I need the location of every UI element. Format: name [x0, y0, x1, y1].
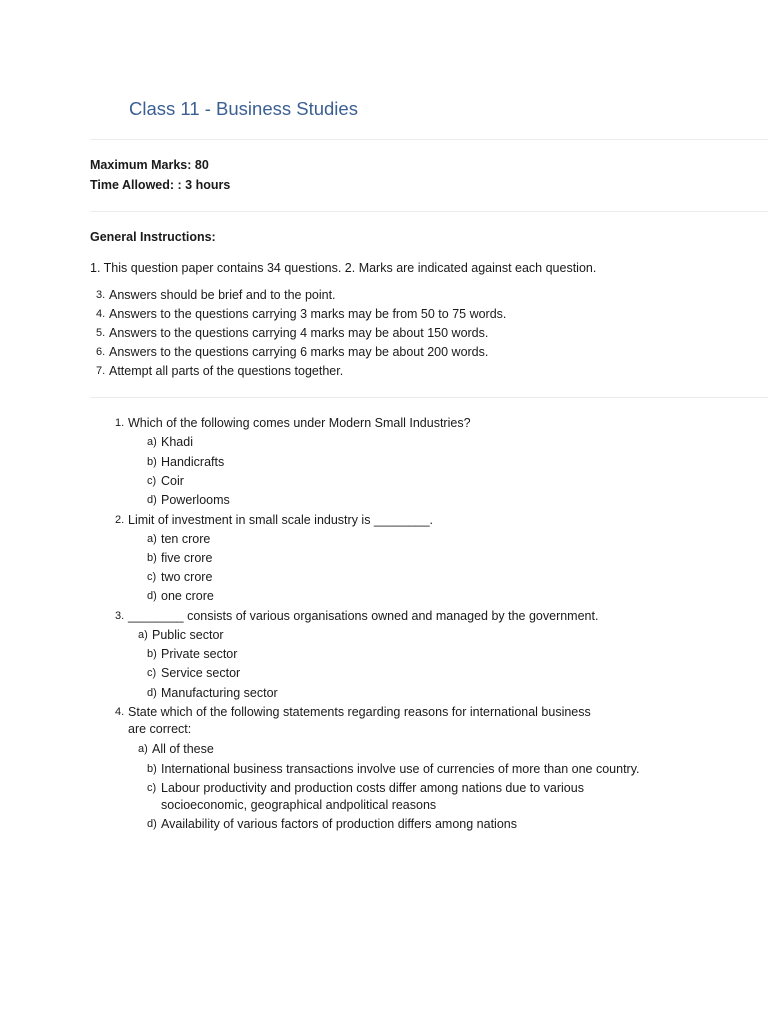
- option-text-continued: socioeconomic, geographical andpolitical reasons: [161, 798, 437, 812]
- instruction-text: Answers to the questions carrying 6 marks may be about 200 words.: [109, 345, 489, 359]
- instruction-text: Answers to the questions carrying 3 marks may be from 50 to 75 words.: [109, 307, 507, 321]
- time-allowed: Time Allowed: : 3 hours: [90, 178, 231, 192]
- option-label: a): [138, 743, 148, 755]
- option-text: two crore: [161, 570, 213, 584]
- question-text: State which of the following statements regarding reasons for international business: [128, 705, 591, 719]
- option-text: Private sector: [161, 647, 238, 661]
- option-label: d): [147, 590, 157, 602]
- page-title: Class 11 - Business Studies: [129, 98, 358, 119]
- question-text: Which of the following comes under Modern Small Industries?: [128, 416, 471, 430]
- option-text: Coir: [161, 474, 184, 488]
- divider: [90, 139, 768, 140]
- question-number: 3.: [115, 610, 125, 622]
- option-label: a): [138, 629, 148, 641]
- instruction-text: Answers should be brief and to the point.: [109, 288, 336, 302]
- option-label: d): [147, 818, 157, 830]
- question-text: Limit of investment in small scale industry is ________.: [128, 513, 434, 527]
- instruction-text: Attempt all parts of the questions together.: [109, 364, 344, 378]
- option-label: c): [147, 475, 157, 487]
- option-label: c): [147, 571, 157, 583]
- instruction-number: 3.: [96, 289, 106, 301]
- option-label: a): [147, 436, 157, 448]
- option-text: Powerlooms: [161, 493, 230, 507]
- instructions-heading: General Instructions:: [90, 230, 216, 244]
- question-number: 2.: [115, 514, 125, 526]
- question-text: ________ consists of various organisations owned and managed by the government.: [128, 609, 599, 623]
- option-text: Availability of various factors of production differs among nations: [161, 817, 517, 831]
- maximum-marks: Maximum Marks: 80: [90, 158, 209, 172]
- option-text: ten crore: [161, 532, 211, 546]
- instruction-number: 6.: [96, 346, 106, 358]
- option-label: b): [147, 648, 157, 660]
- question-text-continued: are correct:: [128, 722, 192, 736]
- option-text: All of these: [152, 742, 214, 756]
- question-number: 1.: [115, 417, 125, 429]
- option-label: a): [147, 533, 157, 545]
- option-label: c): [147, 667, 157, 679]
- divider: [90, 211, 768, 212]
- option-text: Labour productivity and production costs differ among nations due to various: [161, 781, 584, 795]
- option-text: Service sector: [161, 666, 241, 680]
- option-label: d): [147, 687, 157, 699]
- divider: [90, 397, 768, 398]
- instruction-number: 7.: [96, 365, 106, 377]
- instruction-number: 5.: [96, 327, 106, 339]
- option-label: c): [147, 782, 157, 794]
- question-number: 4.: [115, 706, 125, 718]
- option-label: b): [147, 552, 157, 564]
- option-text: Public sector: [152, 628, 224, 642]
- option-text: Khadi: [161, 435, 193, 449]
- instruction-line: 1. This question paper contains 34 questions. 2. Marks are indicated against each question.: [90, 261, 597, 275]
- option-text: Handicrafts: [161, 455, 225, 469]
- option-text: Manufacturing sector: [161, 686, 278, 700]
- option-text: one crore: [161, 589, 214, 603]
- option-label: d): [147, 494, 157, 506]
- option-label: b): [147, 763, 157, 775]
- option-text: International business transactions involve use of currencies of more than one country.: [161, 762, 640, 776]
- option-label: b): [147, 456, 157, 468]
- instruction-number: 4.: [96, 308, 106, 320]
- option-text: five crore: [161, 551, 213, 565]
- instruction-text: Answers to the questions carrying 4 marks may be about 150 words.: [109, 326, 489, 340]
